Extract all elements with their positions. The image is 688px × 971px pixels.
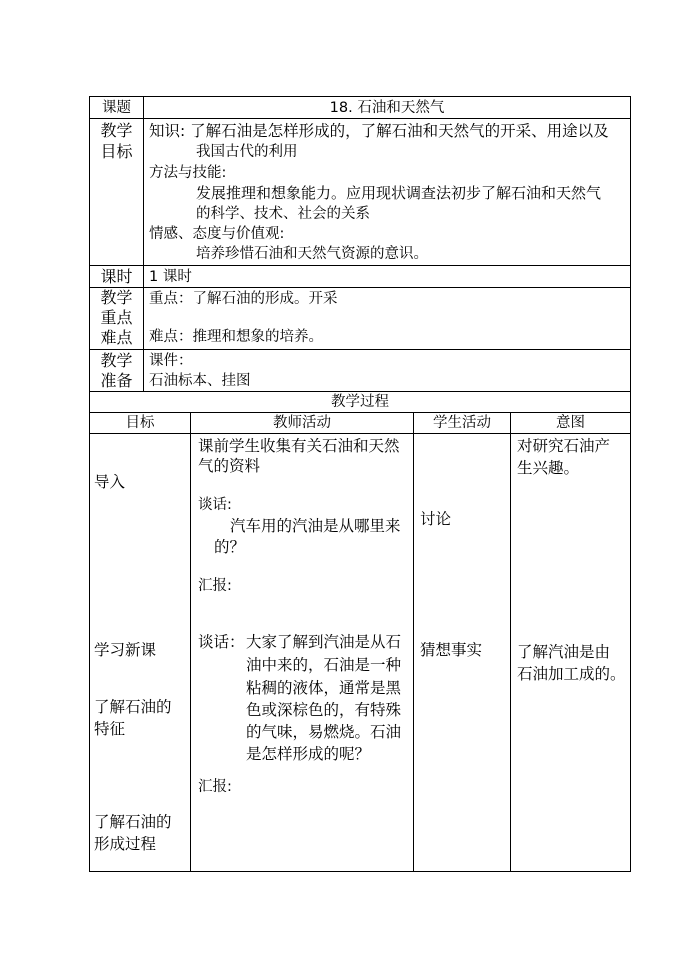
goal-formation: 了解石油的 (94, 813, 172, 831)
key-points-label: 重点 (100, 308, 133, 327)
preparation-text: 石油标本、挂图 (149, 373, 251, 389)
method-objective: 发展推理和想象能力。应用现状调查法初步了解石油和天然气 (196, 184, 602, 202)
intent-gasoline: 了解汽油是由 (517, 643, 611, 661)
table-rule (89, 433, 631, 434)
hours-value: 1 课时 (149, 269, 192, 285)
column-header-student: 学生活动 (433, 415, 491, 431)
teacher-talk: 粘稠的液体，通常是黑 (246, 679, 402, 697)
goal-intro: 导入 (94, 473, 126, 491)
table-rule (89, 96, 90, 872)
column-header-intent: 意图 (556, 415, 585, 431)
teacher-talk: 的气味，易燃烧。石油 (246, 723, 402, 741)
table-rule (89, 349, 631, 350)
knowledge-objective: 我国古代的利用 (196, 144, 298, 160)
table-rule (89, 391, 631, 392)
table-rule (89, 265, 631, 266)
table-rule (89, 412, 631, 413)
key-point-text: 重点：了解石油的形成。开采 (149, 291, 338, 307)
emotion-heading: 情感、态度与价值观: (149, 226, 285, 242)
teacher-talk: 的？ (214, 538, 246, 556)
student-discuss: 讨论 (420, 510, 452, 528)
teacher-talk: 大家了解到汽油是从石 (246, 633, 402, 651)
hours-label: 课时 (100, 267, 133, 286)
process-header: 教学过程 (331, 394, 389, 410)
table-rule (89, 96, 631, 97)
intent-interest: 生兴趣。 (517, 459, 580, 477)
teacher-talk: 油中来的，石油是一种 (246, 656, 402, 674)
table-rule (190, 412, 191, 872)
column-header-teacher: 教师活动 (273, 415, 331, 431)
table-rule (413, 412, 414, 872)
teacher-talk-label: 谈话: (198, 497, 232, 513)
preparation-label: 教学 (100, 351, 133, 370)
teacher-report: 汇报: (198, 578, 232, 594)
teacher-talk-label: 谈话： (198, 633, 245, 651)
intent-gasoline: 石油加工成的。 (517, 665, 626, 683)
objectives-label: 目标 (100, 142, 133, 161)
goal-new-lesson: 学习新课 (94, 641, 157, 659)
emotion-objective: 培养珍惜石油和天然气资源的意识。 (196, 246, 428, 262)
teacher-talk: 色或深棕色的，有特殊 (246, 701, 402, 719)
objectives-label: 教学 (100, 121, 133, 140)
table-rule (89, 871, 631, 872)
table-rule (630, 96, 631, 872)
teacher-prep: 课前学生收集有关石油和天然 (198, 437, 400, 455)
teacher-talk: 是怎样形成的呢？ (246, 745, 371, 763)
teacher-prep: 气的资料 (198, 457, 261, 475)
teacher-report: 汇报: (198, 779, 232, 795)
knowledge-objective: 知识: 了解石油是怎样形成的，了解石油和天然气的开采、用途以及 (149, 122, 609, 140)
student-guess: 猜想事实 (420, 641, 483, 659)
key-points-label: 教学 (100, 288, 133, 307)
preparation-label: 准备 (100, 371, 133, 390)
goal-features: 了解石油的 (94, 698, 172, 716)
table-rule (510, 412, 511, 872)
column-header-goal: 目标 (125, 415, 155, 431)
goal-formation: 形成过程 (94, 835, 157, 853)
key-points-label: 难点 (100, 328, 133, 347)
method-heading: 方法与技能: (149, 165, 227, 181)
goal-features: 特征 (94, 720, 126, 738)
title-label: 课题 (102, 100, 131, 116)
lesson-title: 18. 石油和天然气 (329, 100, 445, 116)
teacher-talk: 汽车用的汽油是从哪里来 (230, 517, 401, 535)
method-objective: 的科学、技术、社会的关系 (196, 206, 370, 222)
table-rule (89, 287, 631, 288)
intent-interest: 对研究石油产 (517, 437, 611, 455)
table-rule (89, 118, 631, 119)
preparation-text: 课件： (149, 353, 193, 369)
table-rule (143, 96, 144, 391)
difficulty-text: 难点：推理和想象的培养。 (149, 329, 323, 345)
